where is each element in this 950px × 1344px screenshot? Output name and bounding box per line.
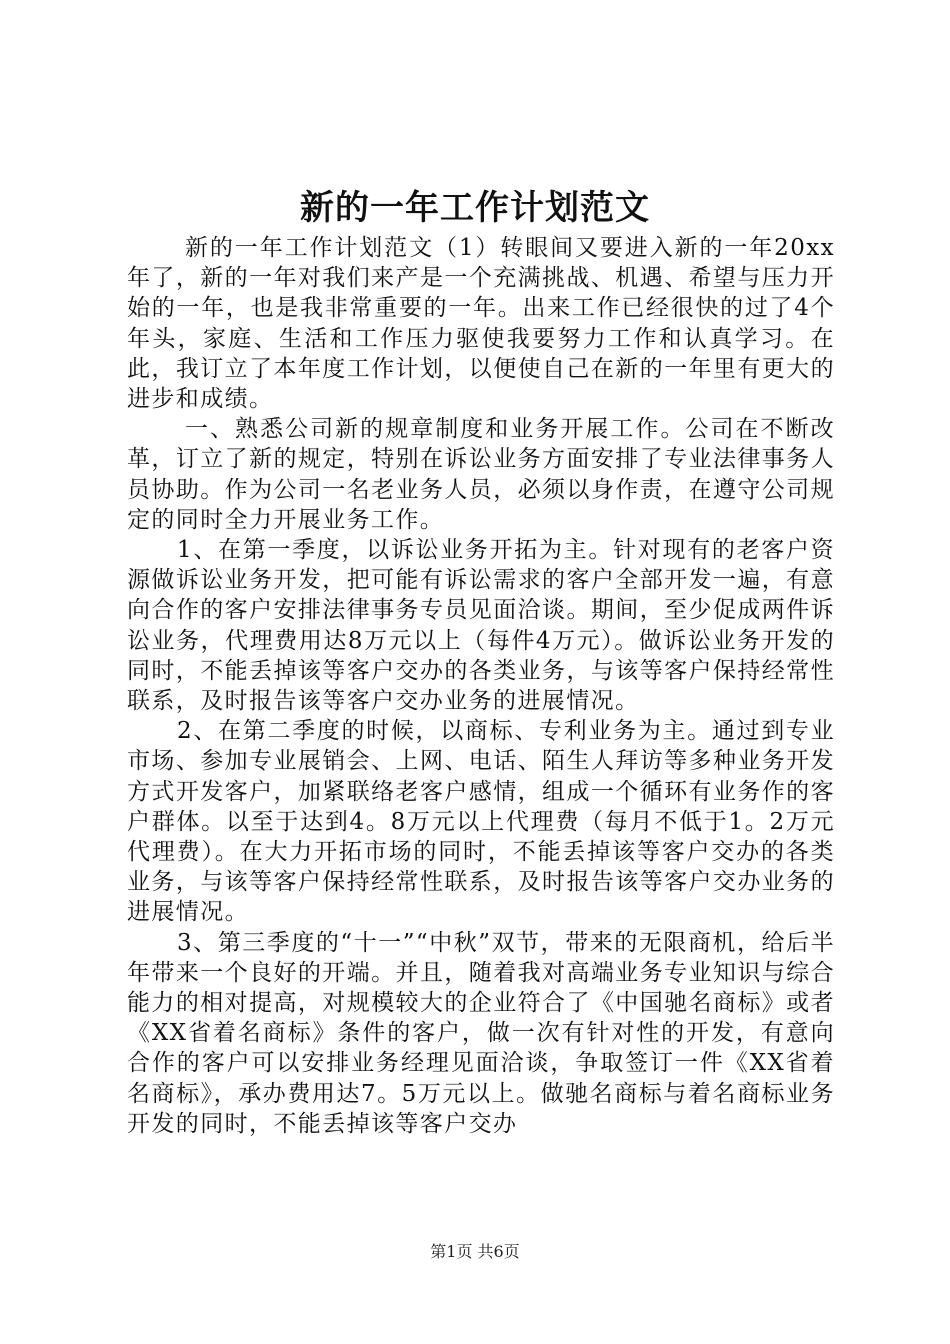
paragraph-section-one: 一、熟悉公司新的规章制度和业务开展工作。公司在不断改革，订立了新的规定，特别在诉讼业务方面安排了专业法律事务人员协助。作为公司一名老业务人员，必须以身作责，在遵守公司规定的同时全力开展业务工作。 <box>127 416 835 533</box>
document-body <box>127 233 835 1139</box>
paragraph-q2: 2、在第二季度的时候，以商标、专利业务为主。通过到专业市场、参加专业展销会、上网、电话、陌生人拜访等多种业务开发方式开发客户，加紧联络老客户感情，组成一个循环有业务作的客户群体。以至于达到4。8万元以上代理费（每月不低于1。2万元代理费）。在大力开拓市场的同时，不能丢掉该等客户交办的各类业务，与该等客户保持经常性联系，及时报告该等客户交办业务的进展情况。 <box>127 718 835 926</box>
paragraph-q3: 3、第三季度的“十一”“中秋”双节，带来的无限商机，给后半年带来一个良好的开端。并且，随着我对高端业务专业知识与综合能力的相对提高，对规模较大的企业符合了《中国驰名商标》或者《XX省着名商标》条件的客户，做一次有针对性的开发，有意向合作的客户可以安排业务经理见面洽谈，争取签订一件《XX省着名商标》，承办费用达7。5万元以上。做驰名商标与着名商标业务开发的同时，不能丢掉该等客户交办 <box>127 929 835 1137</box>
paragraph-intro: 新的一年工作计划范文（1）转眼间又要进入新的一年20xx年了，新的一年对我们来产是一个充满挑战、机遇、希望与压力开始的一年，也是我非常重要的一年。出来工作已经很快的过了4个年头，家庭、生活和工作压力驱使我要努力工作和认真学习。在此，我订立了本年度工作计划，以便使自己在新的一年里有更大的进步和成绩。 <box>127 235 835 413</box>
page-footer: 第1页 共6页 <box>430 1242 520 1261</box>
document-title: 新的一年工作计划范文 <box>300 188 650 228</box>
paragraph-q1: 1、在第一季度，以诉讼业务开拓为主。针对现有的老客户资源做诉讼业务开发，把可能有诉讼需求的客户全部开发一遍，有意向合作的客户安排法律事务专员见面洽谈。期间，至少促成两件诉讼业务，代理费用达8万元以上（每件4万元）。做诉讼业务开发的同时，不能丢掉该等客户交办的各类业务，与该等客户保持经常性联系，及时报告该等客户交办业务的进展情况。 <box>127 537 835 715</box>
